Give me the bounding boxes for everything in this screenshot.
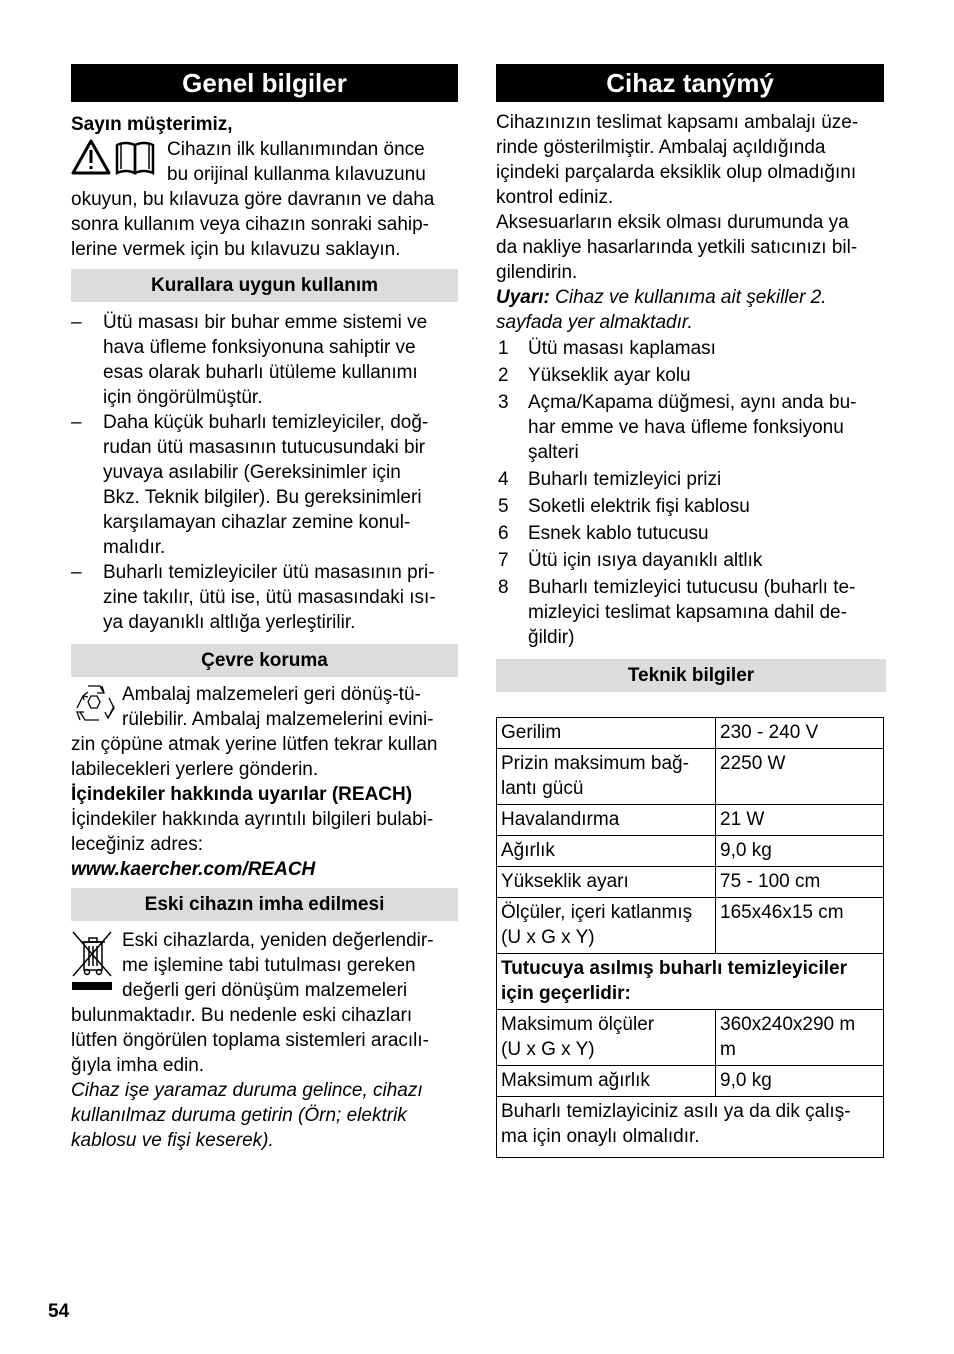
- table-cell-label: Prizin maksimum bağ- lantı gücü: [497, 749, 716, 805]
- table-cell-label: Ağırlık: [497, 836, 716, 867]
- list-item: [496, 548, 884, 573]
- proper-use-list: [71, 310, 458, 635]
- list-item: [71, 410, 458, 560]
- device-line: rinde gösterilmiştir. Ambalaj açıldığında: [496, 137, 826, 158]
- item-number: 7: [498, 550, 509, 571]
- dash-marker: –: [71, 312, 82, 333]
- item-number: 2: [498, 365, 509, 386]
- section-heading-tech: Teknik bilgiler: [496, 659, 886, 692]
- environment-block: [71, 682, 458, 882]
- table-cell-value: 9,0 kg: [716, 836, 884, 867]
- table-cell-value: 230 - 240 V: [716, 718, 884, 749]
- list-line: rudan ütü masasının tutucusundaki bir: [103, 437, 426, 458]
- disposal-block: [71, 928, 458, 1153]
- item-number: 1: [498, 338, 509, 359]
- section-heading-device: Cihaz tanýmý: [496, 64, 884, 102]
- list-line: şalteri: [528, 442, 579, 463]
- list-line: için öngörülmüştür.: [103, 387, 263, 408]
- disposal-note-line: kullanılmaz duruma getirin (Örn; elektrik: [71, 1105, 407, 1126]
- intro-line: lerine vermek için bu kılavuzu saklayın.: [71, 239, 401, 260]
- recycling-icon: [71, 682, 121, 726]
- disposal-line: lütfen öngörülen toplama sistemleri aracılı-: [71, 1030, 430, 1051]
- list-line: ğildir): [528, 627, 575, 648]
- table-cell-value: 21 W: [716, 805, 884, 836]
- item-number: 5: [498, 496, 509, 517]
- list-item: [496, 336, 884, 361]
- list-line: yuvaya asılabilir (Gereksinimler için: [103, 462, 401, 483]
- environment-line: rülebilir. Ambalaj malzemelerini evini-: [122, 709, 434, 730]
- device-line: Aksesuarların eksik olması durumunda ya: [496, 212, 849, 233]
- intro-line: Cihazın ilk kullanımından önce: [167, 139, 425, 160]
- list-item: [71, 560, 458, 635]
- disposal-line: bulunmaktadır. Bu nedenle eski cihazları: [71, 1005, 413, 1026]
- list-line: har emme ve hava üfleme fonksiyonu: [528, 417, 844, 438]
- item-number: 4: [498, 469, 509, 490]
- intro-line: okuyun, bu kılavuza göre davranın ve daha: [71, 189, 435, 210]
- note-label: Uyarı:: [496, 287, 550, 308]
- reach-line: leceğiniz adres:: [71, 834, 204, 855]
- environment-line: labilecekleri yerlere gönderin.: [71, 759, 319, 780]
- table-cell-label: Havalandırma: [497, 805, 716, 836]
- list-line: Buharlı temizleyiciler ütü masasının pri-: [103, 562, 435, 583]
- section-heading-general: Genel bilgiler: [71, 64, 458, 102]
- section-heading-environment: Çevre koruma: [71, 644, 458, 677]
- device-line: da nakliye hasarlarında yetkili satıcınızı bil-: [496, 237, 858, 258]
- right-column: [496, 64, 884, 1158]
- list-line: ya dayanıklı altlığa yerleştirilir.: [103, 612, 356, 633]
- table-footer-cell: Buharlı temizlayiciniz asılı ya da dik çalış- ma için onaylı olmalıdır.: [497, 1097, 884, 1158]
- environment-line: zin çöpüne atmak yerine lütfen tekrar kullan: [71, 734, 438, 755]
- reach-url-link[interactable]: www.kaercher.com/REACH: [71, 859, 316, 880]
- note-line: sayfada yer almaktadır.: [496, 312, 693, 333]
- environment-line: Ambalaj malzemeleri geri dönüş-tü-: [122, 684, 421, 705]
- table-row: [497, 1097, 884, 1158]
- list-line: Ütü masası bir buhar emme sistemi ve: [103, 312, 428, 333]
- disposal-line: Eski cihazlarda, yeniden değerlendir-: [122, 930, 434, 951]
- list-item: [496, 467, 884, 492]
- list-line: Ütü masası kaplaması: [528, 338, 716, 359]
- list-line: karşılamayan cihazlar zemine konul-: [103, 512, 411, 533]
- table-cell-value: 165x46x15 cm: [716, 898, 884, 954]
- device-line: kontrol ediniz.: [496, 187, 614, 208]
- table-row: [497, 867, 884, 898]
- disposal-line: değerli geri dönüşüm malzemeleri: [122, 980, 408, 1001]
- intro-block: [71, 137, 458, 262]
- table-row: [497, 718, 884, 749]
- list-line: esas olarak buharlı ütüleme kullanımı: [103, 362, 418, 383]
- list-line: Esnek kablo tutucusu: [528, 523, 709, 544]
- list-line: Buharlı temizleyici tutucusu (buharlı te-: [528, 577, 856, 598]
- table-row: [497, 1010, 884, 1066]
- item-number: 3: [498, 392, 509, 413]
- note-line: [496, 285, 884, 310]
- warning-manual-icon: [71, 139, 163, 177]
- table-cell-value: 2250 W: [716, 749, 884, 805]
- crossed-bin-icon: [71, 928, 122, 1000]
- list-line: Buharlı temizleyici prizi: [528, 469, 722, 490]
- table-row: [497, 898, 884, 954]
- table-cell-label: Maksimum ölçüler (U x G x Y): [497, 1010, 716, 1066]
- intro-line: sonra kullanım veya cihazın sonraki sahip-: [71, 214, 430, 235]
- item-number: 8: [498, 577, 509, 598]
- page-number: 54: [48, 1301, 70, 1322]
- device-line: gilendirin.: [496, 262, 578, 283]
- list-line: Soketli elektrik fişi kablosu: [528, 496, 750, 517]
- list-line: Ütü için ısıya dayanıklı altlık: [528, 550, 763, 571]
- disposal-line: me işlemine tabi tutulması gereken: [122, 955, 416, 976]
- note-text: Cihaz ve kullanıma ait şekiller 2.: [549, 287, 827, 308]
- device-line: Cihazınızın teslimat kapsamı ambalajı üze-: [496, 112, 859, 133]
- list-line: Açma/Kapama düğmesi, aynı anda bu-: [528, 392, 857, 413]
- list-item: [496, 494, 884, 519]
- left-column: [71, 64, 458, 1153]
- list-item: [71, 310, 458, 410]
- item-number: 6: [498, 523, 509, 544]
- disposal-note-line: Cihaz işe yaramaz duruma gelince, cihazı: [71, 1080, 423, 1101]
- table-cell-value: 75 - 100 cm: [716, 867, 884, 898]
- device-intro: [496, 110, 884, 335]
- table-cell-label: Ölçüler, içeri katlanmış (U x G x Y): [497, 898, 716, 954]
- table-cell-label: Gerilim: [497, 718, 716, 749]
- parts-list: [496, 336, 884, 650]
- section-heading-disposal: Eski cihazın imha edilmesi: [71, 888, 458, 921]
- disposal-line: ğıyla imha edin.: [71, 1055, 205, 1076]
- table-row: [497, 836, 884, 867]
- disposal-note-line: kablosu ve fişi keserek).: [71, 1130, 274, 1151]
- table-cell-label: Maksimum ağırlık: [497, 1066, 716, 1097]
- list-line: Yükseklik ayar kolu: [528, 365, 691, 386]
- table-row: [497, 954, 884, 1010]
- table-cell-label: Yükseklik ayarı: [497, 867, 716, 898]
- list-item: [496, 521, 884, 546]
- table-cell-value: 360x240x290 m m: [716, 1010, 884, 1066]
- table-row: [497, 1066, 884, 1097]
- table-row: [497, 749, 884, 805]
- list-line: hava üfleme fonksiyonuna sahiptir ve: [103, 337, 416, 358]
- list-item: [496, 575, 884, 650]
- list-line: Daha küçük buharlı temizleyiciler, doğ-: [103, 412, 429, 433]
- greeting: Sayın müşterimiz,: [71, 114, 233, 135]
- dash-marker: –: [71, 562, 82, 583]
- tech-table: [496, 717, 884, 1158]
- list-item: [496, 390, 884, 465]
- device-line: içindeki parçalarda eksiklik olup olmadığını: [496, 162, 857, 183]
- intro-line: bu orijinal kullanma kılavuzunu: [167, 164, 426, 185]
- dash-marker: –: [71, 412, 82, 433]
- table-cell-value: 9,0 kg: [716, 1066, 884, 1097]
- list-line: malıdır.: [103, 537, 166, 558]
- list-line: mizleyici teslimat kapsamına dahil de-: [528, 602, 847, 623]
- list-line: Bkz. Teknik bilgiler). Bu gereksinimleri: [103, 487, 422, 508]
- table-row: [497, 805, 884, 836]
- table-span-header: Tutucuya asılmış buharlı temizleyiciler için geçerlidir:: [497, 954, 884, 1010]
- reach-line: İçindekiler hakkında ayrıntılı bilgileri bulabi-: [71, 809, 434, 830]
- section-heading-proper-use: Kurallara uygun kullanım: [71, 269, 458, 302]
- list-item: [496, 363, 884, 388]
- list-line: zine takılır, ütü ise, ütü masasındaki ısı-: [103, 587, 436, 608]
- reach-title: İçindekiler hakkında uyarılar (REACH): [71, 784, 413, 805]
